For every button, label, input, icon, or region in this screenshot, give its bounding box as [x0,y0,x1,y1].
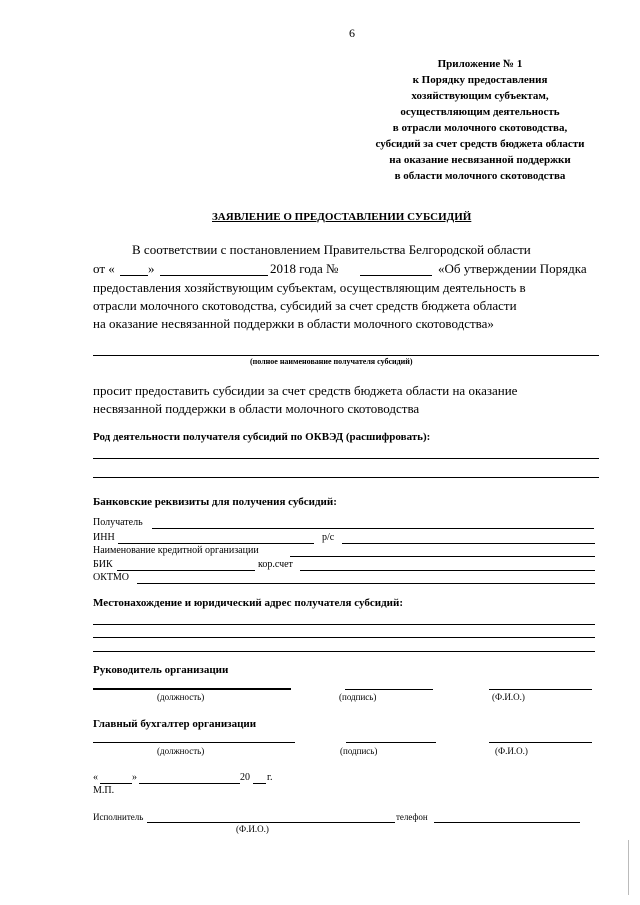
appendix-line: на оказание несвязанной поддержки [389,154,571,166]
intro-from-label: от « [93,261,115,276]
inn-label: ИНН [93,532,115,543]
bank-recipient-field[interactable] [152,528,594,529]
decree-month-blank[interactable] [160,275,268,276]
address-line[interactable] [93,651,595,652]
appendix-line: к Порядку предоставления [412,74,548,86]
bik-field[interactable] [117,570,255,571]
bank-name-field[interactable] [290,556,595,557]
decree-number-blank[interactable] [360,275,432,276]
intro-line: отрасли молочного скотоводства, субсидий за счет средств бюджета области [93,298,517,313]
phone-field[interactable] [434,822,580,823]
oktmo-field[interactable] [137,583,595,584]
decree-day-blank[interactable] [120,275,148,276]
scan-edge-mark [628,840,629,895]
appendix-line: в области молочного скотоводства [394,170,566,182]
address-heading: Местонахождение и юридический адрес получателя субсидий: [93,597,403,609]
accountant-position-line[interactable] [93,742,295,743]
head-position-line[interactable] [93,688,291,690]
head-heading: Руководитель организации [93,664,229,676]
date-month-field[interactable] [139,783,240,784]
okved-line[interactable] [93,477,599,478]
intro-quote-close: » [148,261,155,276]
account-label: р/с [322,532,335,543]
accountant-name-line[interactable] [489,742,592,743]
oktmo-label: ОКТМО [93,572,129,583]
appendix-line: субсидий за счет средств бюджета области [375,138,585,150]
accountant-position-caption: (должность) [157,746,205,756]
accountant-signature-caption: (подпись) [340,746,378,756]
date-open-quote: « [93,772,98,783]
request-line: просит предоставить субсидии за счет средств бюджета области на оказание [93,383,518,398]
accountant-signature-line[interactable] [346,742,436,743]
date-year-prefix: 20 [240,772,250,783]
appendix-line: хозяйствующим субъектам, [411,90,549,102]
recipient-caption: (полное наименование получателя субсидий) [250,357,413,366]
appendix-line: в отрасли молочного скотоводства, [392,122,568,134]
intro-line: предоставления хозяйствующим субъектам, осуществляющим деятельность в [93,280,526,295]
head-signature-caption: (подпись) [339,692,377,702]
executor-name-field[interactable] [147,822,395,823]
account-field[interactable] [342,543,595,544]
appendix-line: Приложение № 1 [437,58,523,70]
date-year-suffix: г. [267,772,273,783]
date-year-field[interactable] [253,783,266,784]
page-number: 6 [349,26,355,40]
bank-heading: Банковские реквизиты для получения субсидий: [93,496,337,508]
address-line[interactable] [93,624,595,625]
executor-label: Исполнитель [93,812,144,822]
head-position-caption: (должность) [157,692,205,702]
corr-account-field[interactable] [300,570,595,571]
document-title: ЗАЯВЛЕНИЕ О ПРЕДОСТАВЛЕНИИ СУБСИДИЙ [212,211,472,223]
corr-account-label: кор.счет [258,559,293,570]
request-line: несвязанной поддержки в области молочного скотоводства [93,401,420,416]
accountant-heading: Главный бухгалтер организации [93,718,257,730]
head-name-caption: (Ф.И.О.) [492,692,525,702]
accountant-name-caption: (Ф.И.О.) [495,746,528,756]
date-day-field[interactable] [100,783,132,784]
phone-label: телефон [396,812,428,822]
intro-year-label: 2018 года № [270,261,339,276]
intro-decree-title: «Об утверждении Порядка [438,261,587,276]
address-line[interactable] [93,637,595,638]
bik-label: БИК [93,559,113,570]
intro-line: В соответствии с постановлением Правительства Белгородской области [132,242,531,257]
bank-recipient-label: Получатель [93,517,143,528]
recipient-name-line[interactable] [93,355,599,356]
inn-field[interactable] [118,543,314,544]
head-name-line[interactable] [489,689,592,690]
executor-name-caption: (Ф.И.О.) [236,824,269,834]
head-signature-line[interactable] [345,689,433,690]
appendix-line: осуществляющим деятельность [400,106,560,118]
okved-heading: Род деятельности получателя субсидий по ОКВЭД (расшифровать): [93,431,431,443]
okved-line[interactable] [93,458,599,459]
stamp-label: М.П. [93,785,115,796]
bank-name-label: Наименование кредитной организации [93,545,259,556]
intro-line: на оказание несвязанной поддержки в области молочного скотоводства» [93,316,494,331]
date-close-quote: » [132,772,137,783]
